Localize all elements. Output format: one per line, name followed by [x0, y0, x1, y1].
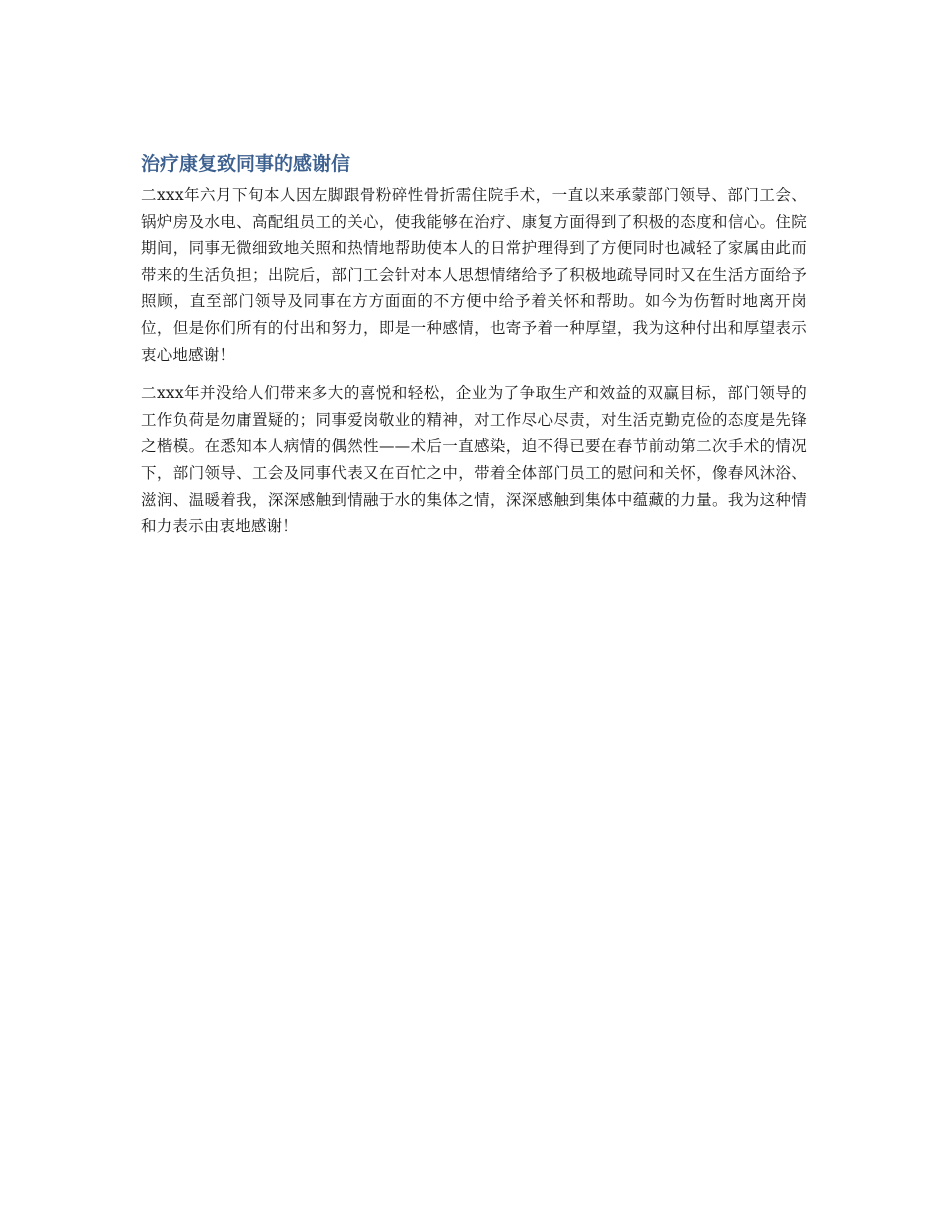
paragraph-1: 二xxx年六月下旬本人因左脚跟骨粉碎性骨折需住院手术，一直以来承蒙部门领导、部门工会、锅炉房及水电、高配组员工的关心，使我能够在治疗、康复方面得到了积极的态度和信心。住院期间，同事无微细致地关照和热情地帮助使本人的日常护理得到了方便同时也减轻了家属由此而带来的生活负担；出院后，部门工会针对本人思想情绪给予了积极地疏导同时又在生活方面给予照顾，直至部门领导及同事在方方面面的不方便中给予着关怀和帮助。如今为伤暂时地离开岗位，但是你们所有的付出和努力，即是一种感情，也寄予着一种厚望，我为这种付出和厚望表示衷心地感谢！	[141, 186, 807, 364]
document-title: 治疗康复致同事的感谢信	[141, 153, 351, 175]
paragraph-2: 二xxx年并没给人们带来多大的喜悦和轻松，企业为了争取生产和效益的双赢目标，部门领导的工作负荷是勿庸置疑的；同事爱岗敬业的精神，对工作尽心尽责，对生活克勤克俭的态度是先锋之楷模。在悉知本人病情的偶然性——术后一直感染，迫不得已要在春节前动第二次手术的情况下，部门领导、工会及同事代表又在百忙之中，带着全体部门员工的慰问和关怀，像春风沐浴、滋润、温暖着我，深深感触到情融于水的集体之情，深深感触到集体中蕴藏的力量。我为这种情和力表示由衷地感谢！	[141, 384, 807, 536]
document-body	[141, 150, 807, 552]
